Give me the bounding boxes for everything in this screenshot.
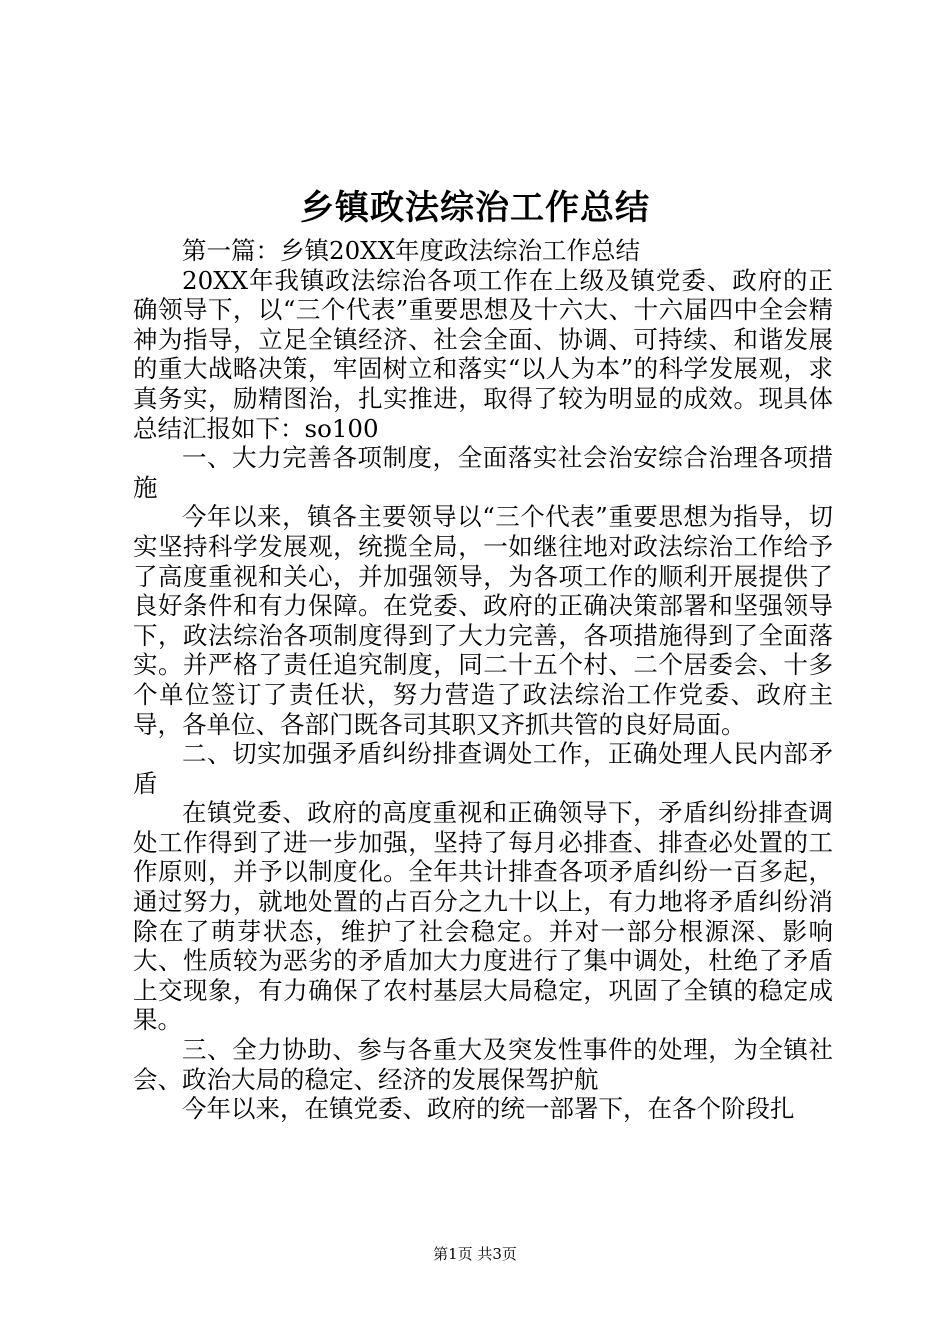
section-heading-1: 一、大力完善各项制度，全面落实社会治安综合治理各项措施 <box>133 443 833 502</box>
section-heading-3: 三、全力协助、参与各重大及突发性事件的处理，为全镇社会、政治大局的稳定、经济的发展保驾护航 <box>133 1035 833 1094</box>
paragraph-subtitle: 第一篇：乡镇20XX年度政法综治工作总结 <box>182 236 641 265</box>
paragraph-intro: 20XX年我镇政法综治各项工作在上级及镇党委、政府的正确领导下，以“三个代表”重要思想及十六大、十六届四中全会精神为指导，立足全镇经济、社会全面、协调、可持续、和谐发展的重大战略决策，牢固树立和落实“以人为本”的科学发展观，求真务实，励精图治，扎实推进，取得了较为明显的成效。现具体总结汇报如下：so100 <box>133 265 833 443</box>
paragraph-section-3: 今年以来，在镇党委、政府的统一部署下，在各个阶段扎 <box>182 1094 795 1124</box>
section-heading-2: 二、切实加强矛盾纠纷排查调处工作，正确处理人民内部矛盾 <box>133 739 833 798</box>
document-body <box>133 236 833 1124</box>
document-title: 乡镇政法综治工作总结 <box>300 188 650 228</box>
paragraph-section-2: 在镇党委、政府的高度重视和正确领导下，矛盾纠纷排查调处工作得到了进一步加强，坚持了每月必排查、排查必处置的工作原则，并予以制度化。全年共计排查各项矛盾纠纷一百多起，通过努力，就地处置的占百分之九十以上，有力地将矛盾纠纷消除在了萌芽状态，维护了社会稳定。并对一部分根源深、影响大、性质较为恶劣的矛盾加大力度进行了集中调处，杜绝了矛盾上交现象，有力确保了农村基层大局稳定，巩固了全镇的稳定成果。 <box>133 798 833 1035</box>
page-footer: 第1页 共3页 <box>433 1245 517 1263</box>
paragraph-section-1: 今年以来，镇各主要领导以“三个代表”重要思想为指导，切实坚持科学发展观，统揽全局，一如继往地对政法综治工作给予了高度重视和关心，并加强领导，为各项工作的顺利开展提供了良好条件和有力保障。在党委、政府的正确决策部署和坚强领导下，政法综治各项制度得到了大力完善，各项措施得到了全面落实。并严格了责任追究制度，同二十五个村、二个居委会、十多个单位签订了责任状，努力营造了政法综治工作党委、政府主导，各单位、各部门既各司其职又齐抓共管的良好局面。 <box>133 502 833 739</box>
